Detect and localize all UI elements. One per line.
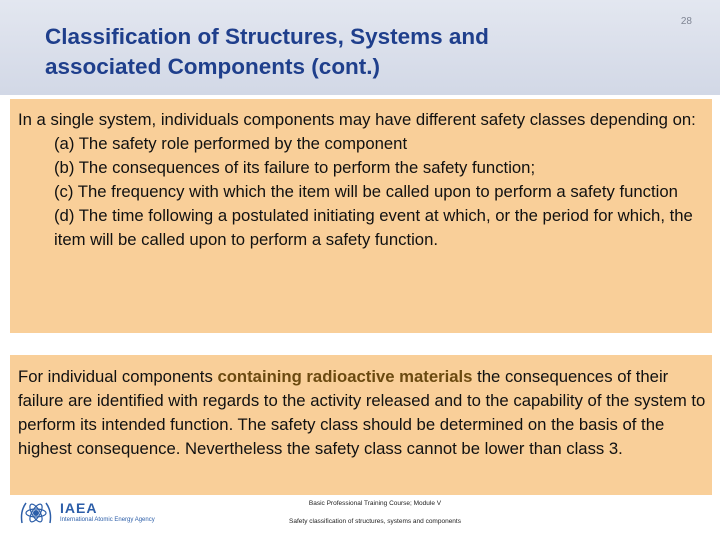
radioactive-components-box [10, 355, 712, 495]
paragraph-start: For individual components [18, 367, 218, 386]
list-item: (d) The time following a postulated initiating event at which, or the period for which, the item will be called upon to perform a safety function. [54, 206, 693, 249]
highlight-radioactive: containing radioactive materials [217, 367, 473, 386]
slide-header [0, 0, 720, 95]
paragraph-end: the consequences of their failure are identified with regards to the activity released and to the capability of the system to perform its intended function. The safety class should be determined on the basis of the highest consequence. Nevertheless the safety class cannot be lower than class 3. [18, 367, 706, 458]
footer-course: Basic Professional Training Course; Module V [308, 500, 442, 507]
iaea-logo [18, 499, 178, 529]
page-number: 28 [680, 16, 692, 27]
logo-name: IAEA [60, 500, 98, 516]
logo-subtitle: International Atomic Energy Agency [60, 517, 155, 523]
title-line-2: associated Components (cont.) [45, 54, 381, 79]
list-item: (a) The safety role performed by the component [54, 134, 408, 153]
list-item: (c) The frequency with which the item will be called upon to perform a safety function [54, 182, 678, 201]
title-line-1: Classification of Structures, Systems and [45, 24, 489, 49]
footer-topic: Safety classification of structures, systems and components [289, 518, 461, 525]
list-item: (b) The consequences of its failure to perform the safety function; [54, 158, 536, 177]
classes-box [10, 99, 712, 333]
slide-title [45, 22, 645, 82]
iaea-emblem-icon [18, 499, 54, 529]
classes-intro: In a single system, individuals components may have different safety classes depending on: [18, 110, 696, 129]
